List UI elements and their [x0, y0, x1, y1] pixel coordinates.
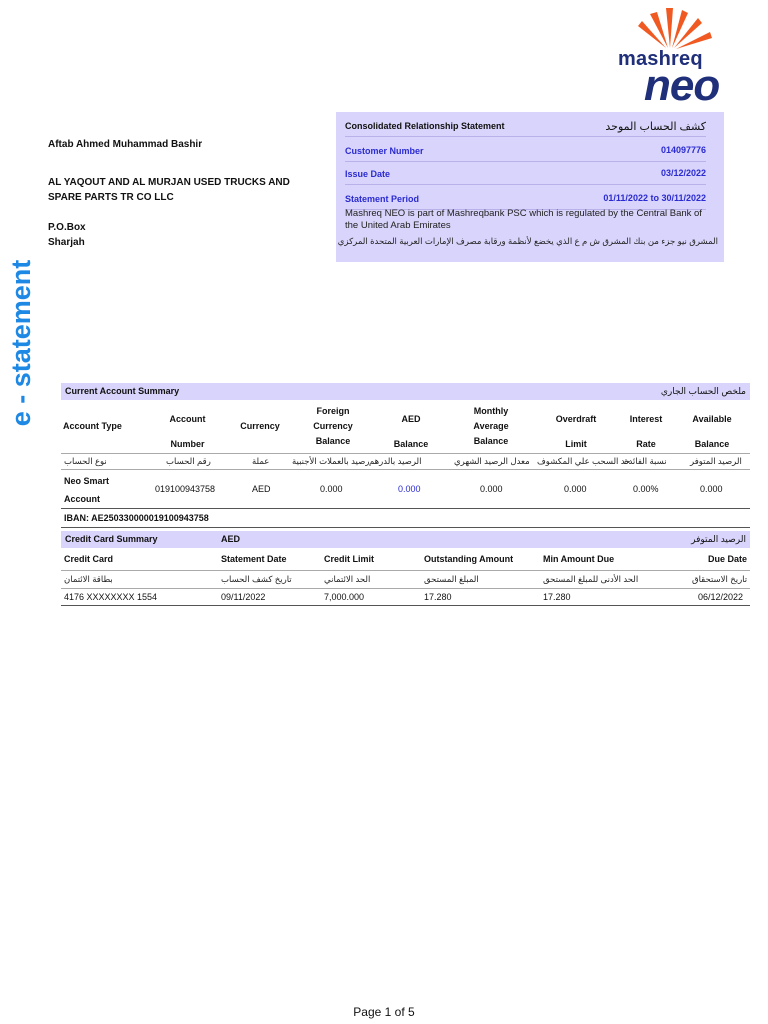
credit-limit-value: 7,000.000 — [324, 592, 365, 602]
credit-card-summary-title: Credit Card Summary — [65, 534, 158, 544]
current-account-summary-title-ar: ملخص الحساب الجاري — [660, 386, 746, 396]
credit-card-summary-bar — [61, 531, 750, 548]
sunburst-icon — [610, 4, 726, 54]
divider — [61, 508, 750, 509]
col-foreign-balance-ar: رصيد بالعملات الأجنبية — [292, 456, 370, 466]
col-aed-balance — [384, 407, 438, 457]
customer-number-row — [345, 139, 706, 162]
credit-card-number-value: 4176 XXXXXXXX 1554 — [64, 592, 158, 602]
interest-rate-value: 0.00% — [633, 484, 659, 494]
col-account-number — [160, 407, 215, 457]
mashreq-neo-logo — [610, 4, 726, 108]
po-box: P.O.Box — [48, 222, 86, 233]
col-foreign-balance: Foreign Currency Balance — [313, 406, 353, 446]
e-statement-side-label: e - statement — [6, 259, 36, 427]
divider — [61, 605, 750, 606]
account-number-value: 019100943758 — [155, 484, 216, 494]
logo-neo-text: neo — [644, 61, 720, 110]
statement-period-value: 01/11/2022 to 30/11/2022 — [603, 193, 706, 203]
statement-title: Consolidated Relationship Statement — [345, 121, 505, 131]
col-currency-ar: عملة — [252, 456, 270, 466]
statement-info-box — [336, 112, 724, 262]
issue-date-value: 03/12/2022 — [660, 168, 706, 178]
col-available-balance — [684, 407, 740, 457]
col-overdraft-limit-ar: حد السحب علي المكشوف — [537, 456, 631, 466]
company-name: AL YAQOUT AND AL MURJAN USED TRUCKS AND SPARE PARTS TR CO LLC — [48, 177, 290, 203]
iban: IBAN: AE250330000019100943758 — [64, 513, 209, 523]
outstanding-amount-value: 17.280 — [424, 592, 452, 602]
col-account-type-ar: نوع الحساب — [64, 456, 107, 466]
divider — [61, 469, 750, 470]
col-min-amount-due: Min Amount Due — [543, 554, 615, 564]
aed-balance-value: 0.000 — [398, 484, 421, 494]
col-outstanding-amount-ar: المبلغ المستحق — [424, 574, 479, 584]
regulatory-note-ar: المشرق نيو جزء من بنك المشرق ش م ع الذي يخضع لأنظمة ورقابة مصرف الإمارات العربية المتحدة المركزي — [337, 236, 718, 246]
col-credit-card-ar: بطاقة الائتمان — [64, 574, 113, 584]
divider — [61, 570, 750, 571]
current-account-summary-bar — [61, 383, 750, 400]
col-available-balance-ar: الرصيد المتوفر — [690, 456, 742, 466]
credit-card-summary-title-ar: الرصيد المتوفر — [691, 534, 746, 544]
statement-period-label: Statement Period — [345, 194, 420, 204]
col-interest-rate — [620, 407, 672, 457]
account-type-value: Neo Smart Account — [64, 476, 110, 504]
col-credit-limit: Credit Limit — [324, 554, 375, 564]
statement-period-row — [345, 187, 706, 210]
page-number: Page 1 of 5 — [353, 1005, 415, 1019]
col-account-number-text: Account Number — [169, 414, 206, 449]
due-date-value: 06/12/2022 — [698, 592, 744, 602]
col-account-type: Account Type — [63, 421, 122, 431]
col-interest-rate-ar: نسبة الفائدة — [624, 456, 667, 466]
city: Sharjah — [48, 237, 85, 248]
col-statement-date: Statement Date — [221, 554, 287, 564]
col-due-date-ar: تاريخ الاستحقاق — [692, 574, 748, 584]
col-overdraft-limit — [546, 407, 606, 457]
statement-date-value: 09/11/2022 — [221, 592, 266, 602]
min-amount-due-value: 17.280 — [543, 592, 571, 602]
col-credit-limit-ar: الحد الائتماني — [324, 574, 371, 584]
col-available-balance-text: Available Balance — [692, 414, 732, 449]
monthly-average-value: 0.000 — [480, 484, 503, 494]
customer-number-label: Customer Number — [345, 146, 424, 156]
currency-value: AED — [252, 484, 271, 494]
col-monthly-average-ar: معدل الرصيد الشهري — [454, 456, 530, 466]
col-currency: Currency — [240, 421, 280, 431]
credit-card-summary-currency: AED — [221, 534, 241, 544]
current-account-summary-title: Current Account Summary — [65, 386, 180, 396]
col-statement-date-ar: تاريخ كشف الحساب — [221, 574, 292, 584]
overdraft-limit-value: 0.000 — [564, 484, 587, 494]
col-min-amount-due-ar: الحد الأدنى للمبلغ المستحق — [543, 574, 639, 584]
foreign-balance-value: 0.000 — [320, 484, 343, 494]
col-monthly-average: Monthly Average Balance — [473, 406, 509, 446]
divider — [61, 453, 750, 454]
col-aed-balance-text: AED Balance — [393, 414, 429, 449]
available-balance-value: 0.000 — [700, 484, 723, 494]
logo-brand-text: mashreq — [618, 48, 703, 70]
statement-title-ar: كشف الحساب الموحد — [605, 121, 706, 133]
col-due-date: Due Date — [708, 554, 748, 564]
customer-number-value: 014097776 — [660, 145, 706, 155]
col-account-number-ar: رقم الحساب — [166, 456, 211, 466]
col-overdraft-limit-text: Overdraft Limit — [555, 414, 597, 449]
divider — [61, 527, 750, 528]
statement-title-row — [345, 114, 706, 137]
regulatory-note: Mashreq NEO is part of Mashreqbank PSC which is regulated by the Central Bank of the United Arab Emirates — [345, 208, 702, 231]
issue-date-label: Issue Date — [345, 169, 391, 179]
col-credit-card: Credit Card — [64, 554, 114, 564]
col-aed-balance-ar: الرصيد بالدرهم — [369, 456, 422, 466]
issue-date-row — [345, 162, 706, 185]
customer-name: Aftab Ahmed Muhammad Bashir — [48, 139, 203, 150]
col-outstanding-amount: Outstanding Amount — [424, 554, 514, 564]
col-interest-rate-text: Interest Rate — [629, 414, 663, 449]
divider — [61, 588, 750, 589]
